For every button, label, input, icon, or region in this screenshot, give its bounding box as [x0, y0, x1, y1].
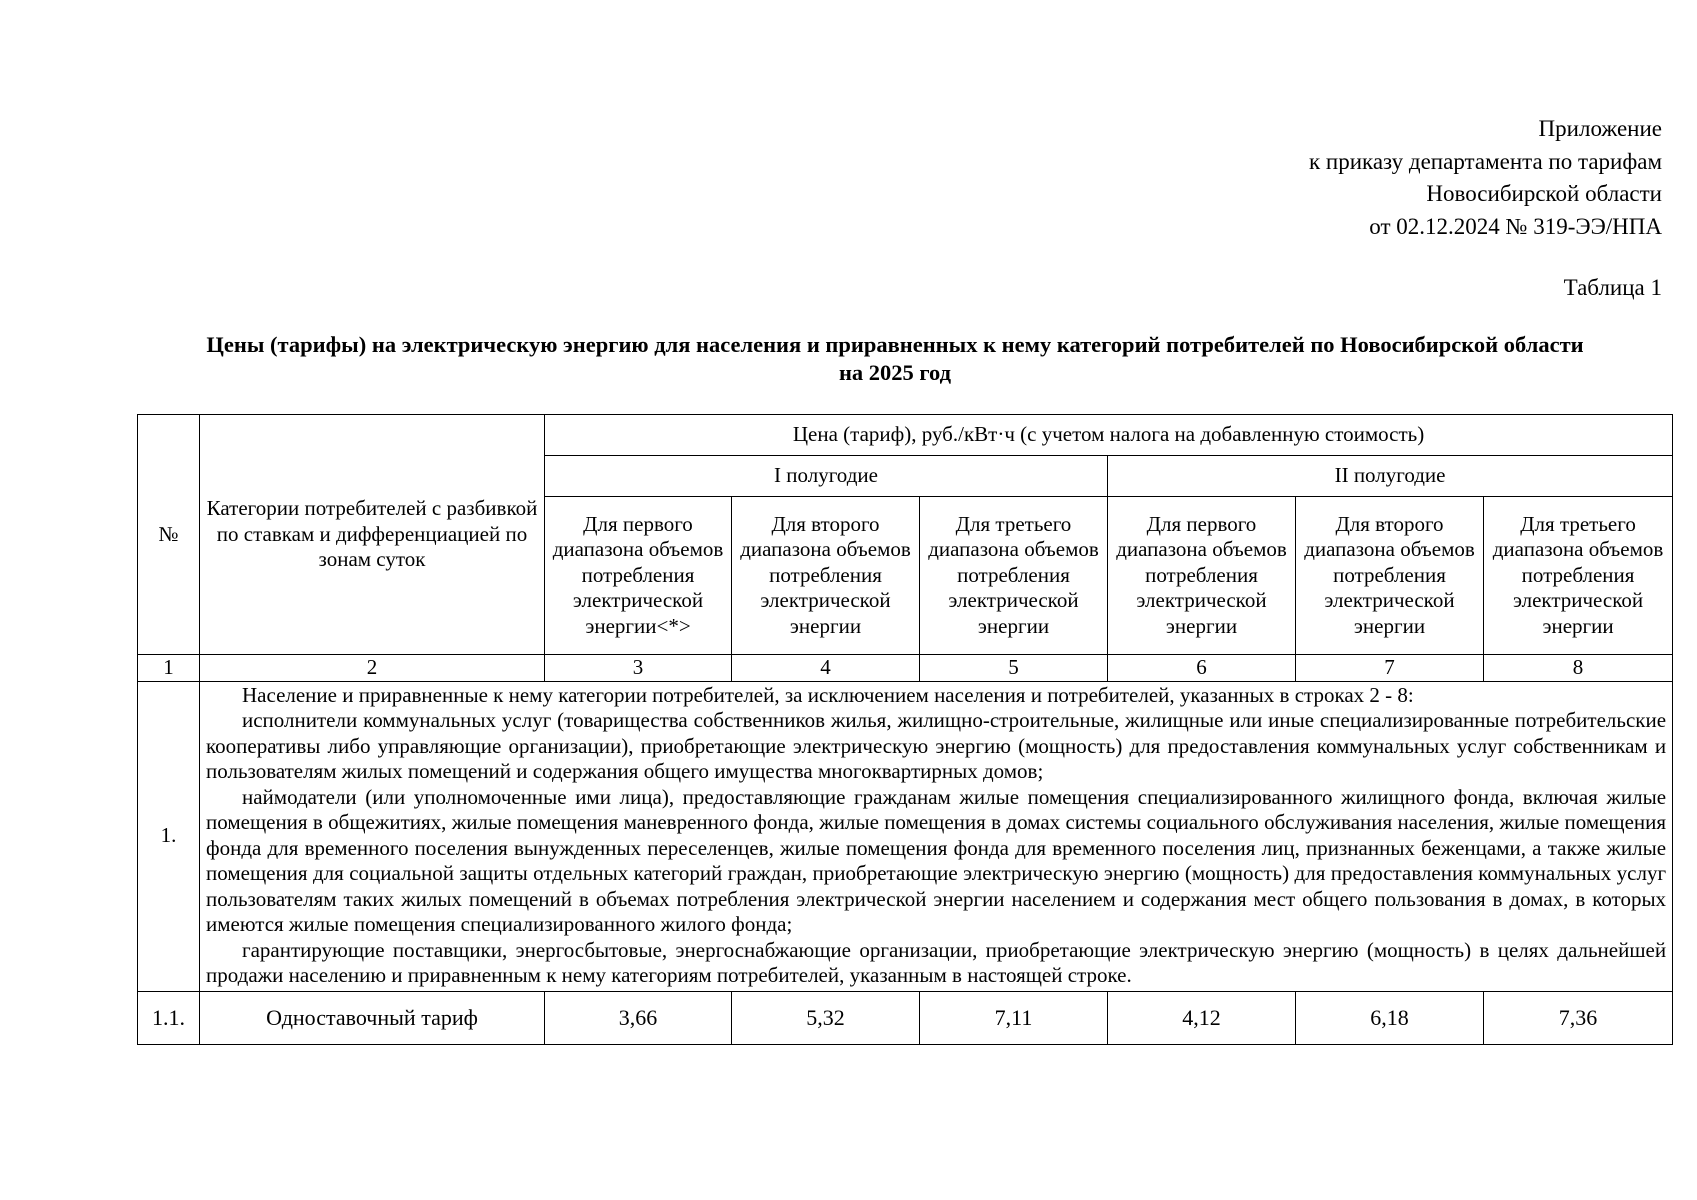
column-index: 7: [1296, 655, 1484, 682]
header-category: Категории потребителей с разбивкой по ставкам и дифференциацией по зонам суток: [200, 415, 545, 655]
header-range: Для второго диапазона объемов потребления электрической энергии: [1296, 497, 1484, 655]
header-num: №: [138, 415, 200, 655]
tariff-value: 5,32: [732, 991, 920, 1044]
description-paragraph: Население и приравненные к нему категории потребителей, за исключением населения и потребителей, указанных в строках 2 - 8:: [242, 682, 1414, 707]
table-row: [138, 681, 1673, 991]
description-paragraph: наймодатели (или уполномоченные ими лица), предоставляющие гражданам жилые помещения специализированного жилищного фонда, включая жилые помещения в общежитиях, жилые помещения маневренного фонда, жилые помещения в домах системы социального обслуживания населения, жилые помещения фонда для временного поселения вынужденных переселенцев, жилые помещения фонда для временного поселения лиц, признанных беженцами, а также жилые помещения для социальной защиты отдельных категорий граждан, приобретающие электрическую энергию (мощность) для предоставления коммунальных услуг пользователям таких жилых помещений в объемах потребления электрической энергии населением и содержания мест общего пользования в домах, в которых имеются жилые помещения специализированного жилого фонда;: [206, 784, 1667, 936]
tariff-value: 7,11: [920, 991, 1108, 1044]
column-index: 1: [138, 655, 200, 682]
column-index: 6: [1108, 655, 1296, 682]
header-range: Для второго диапазона объемов потребления электрической энергии: [732, 497, 920, 655]
column-index: 3: [545, 655, 732, 682]
title-line: Цены (тарифы) на электрическую энергию для населения и приравненных к нему категорий потребителей по Новосибирской области: [206, 332, 1584, 357]
tariff-table: [137, 414, 1673, 1045]
row-number: 1.: [138, 681, 200, 991]
header-range: Для третьего диапазона объемов потребления электрической энергии: [920, 497, 1108, 655]
header-range: Для первого диапазона объемов потребления электрической энергии: [1108, 497, 1296, 655]
tariff-value: 7,36: [1484, 991, 1673, 1044]
document-title: [140, 331, 1650, 387]
header-price: Цена (тариф), руб./кВт·ч (с учетом налога на добавленную стоимость): [545, 415, 1673, 456]
tariff-value: 3,66: [545, 991, 732, 1044]
appendix-line: от 02.12.2024 № 319-ЭЭ/НПА: [1369, 213, 1662, 239]
column-index: 2: [200, 655, 545, 682]
column-index: 5: [920, 655, 1108, 682]
header-half1: I полугодие: [545, 456, 1108, 497]
appendix-line: Приложение: [1538, 116, 1662, 141]
column-index-row: [138, 655, 1673, 682]
tariff-value: 6,18: [1296, 991, 1484, 1044]
table-label: Таблица 1: [1563, 275, 1662, 300]
table-row: [138, 991, 1673, 1044]
description-paragraph: исполнители коммунальных услуг (товарищества собственников жилья, жилищно-строительные, жилищные или иные специализированные потребительские кооперативы либо управляющие организации), приобретающие электрическую энергию (мощность) для предоставления коммунальных услуг собственникам и пользователям жилых помещений и содержания общего имущества многоквартирных домов;: [206, 708, 1667, 783]
row-label: Одноставочный тариф: [200, 991, 545, 1044]
tariff-value: 4,12: [1108, 991, 1296, 1044]
row-description: [200, 681, 1673, 991]
header-half2: II полугодие: [1108, 456, 1673, 497]
description-paragraph: гарантирующие поставщики, энергосбытовые, энергоснабжающие организации, приобретающие электрическую энергию (мощность) в целях дальнейшей продажи населению и приравненным к нему категориям потребителей, указанным в настоящей строке.: [206, 937, 1667, 987]
column-index: 4: [732, 655, 920, 682]
row-number: 1.1.: [138, 991, 200, 1044]
title-line: на 2025 год: [838, 360, 952, 385]
appendix-line: к приказу департамента по тарифам: [1308, 148, 1662, 174]
header-range: Для первого диапазона объемов потребления электрической энергии<*>: [545, 497, 732, 655]
appendix-line: Новосибирской области: [1426, 181, 1662, 206]
header-row: [138, 415, 1673, 456]
header-range: Для третьего диапазона объемов потребления электрической энергии: [1484, 497, 1673, 655]
column-index: 8: [1484, 655, 1673, 682]
appendix-block: [1309, 113, 1662, 243]
